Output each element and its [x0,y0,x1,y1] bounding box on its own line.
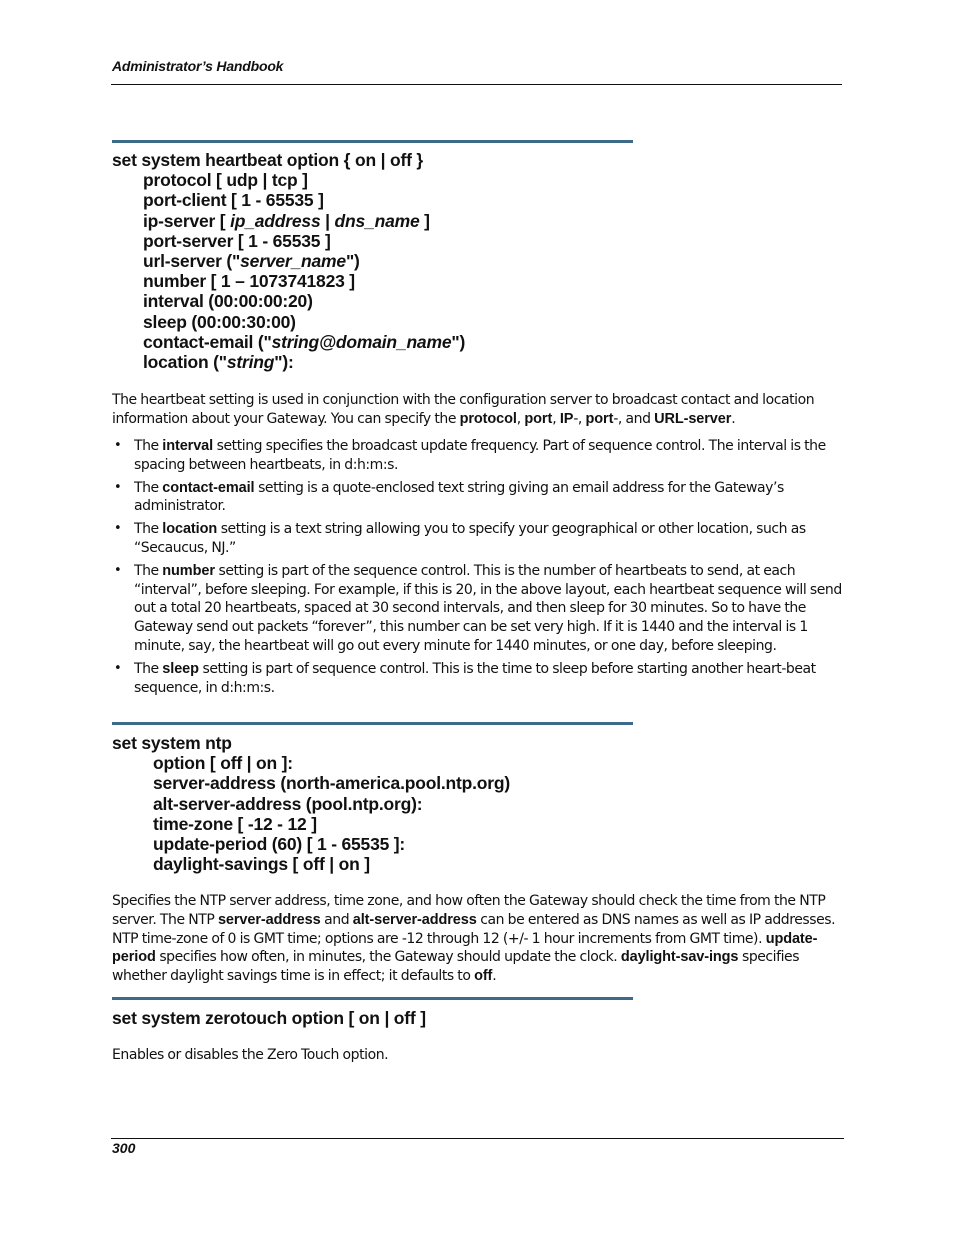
cmd-text: contact-email (" [143,331,272,352]
heartbeat-cmd-line: set system heartbeat option { on | off } [112,150,423,170]
ntp-cmd-alt-server-address: alt-server-address (pool.ntp.org): [153,793,423,814]
cmd-text: "): [274,352,294,373]
list-item [112,562,842,656]
list-item [112,437,842,475]
heartbeat-cmd-location [112,352,465,372]
desc-text: The heartbeat setting is used in conjunction with the configuration server to broadcast contact and location information about your Gateway. You can specify the [112,392,815,427]
bullet-icon: • [114,660,122,676]
ntp-cmd-line: set system ntp [112,733,232,753]
heartbeat-command-syntax [112,150,465,372]
desc-bold: server-address [217,911,321,928]
heartbeat-description [112,391,842,429]
desc-text: , [552,410,560,427]
cmd-text: ] [419,210,430,231]
item-term: contact-email [162,479,255,496]
desc-text: -, and [613,410,655,427]
section-divider-ntp [112,722,633,725]
heartbeat-cmd-number: number [ 1 – 1073741823 ] [143,271,355,292]
page-number: 300 [112,1140,136,1156]
item-text: setting is a quote-enclosed text string giving an email address for the Gateway’s administrator. [134,479,784,515]
cmd-param: dns_name [334,210,420,231]
section-divider-zerotouch [112,997,633,1000]
running-header: Administrator’s Handbook [112,58,284,74]
header-rule [111,84,842,85]
item-text: setting specifies the broadcast update frequency. Part of sequence control. The interval is the spacing between heartbeats, in d:h:m:s. [134,438,826,473]
list-item [112,660,842,698]
desc-text: , [516,410,525,427]
item-text: The [134,438,163,454]
heartbeat-cmd-protocol: protocol [ udp | tcp ] [143,170,308,191]
ntp-command-syntax [112,733,510,874]
desc-bold: port [524,410,553,427]
ntp-cmd-time-zone: time-zone [ -12 - 12 ] [153,813,317,834]
desc-text: Specifies the NTP server address, time zone, and how often the Gateway should check the time from the NTP server. The NTP [112,893,826,928]
heartbeat-cmd-url-server [112,251,465,271]
desc-text: . [731,410,736,427]
item-text: The [134,660,163,677]
cmd-text: url-server (" [143,251,241,272]
desc-text: can be entered as DNS names as well as IP addresses. NTP time-zone of 0 is GMT time; options are -12 through 12 (+/- 1 hour increments from GMT time). [112,911,836,947]
cmd-param: ip_address [230,210,321,231]
desc-text: and [320,911,353,928]
desc-bold: protocol [459,410,517,427]
ntp-cmd-daylight-savings: daylight-savings [ off | on ] [153,854,370,875]
desc-bold: update-period [112,930,818,966]
cmd-param: server_name [240,251,346,272]
desc-text: specifies how often, in minutes, the Gateway should update the clock. [155,949,621,966]
item-text: setting is part of sequence control. This is the time to sleep before starting another heart-beat sequence, in d:h:m:s. [134,660,816,696]
bullet-icon: • [114,479,122,495]
footer-rule [111,1138,844,1139]
item-term: interval [162,438,214,454]
desc-bold: URL-server [654,410,732,427]
desc-bold: daylight-sav-ings [620,949,739,966]
zerotouch-description: Enables or disables the Zero Touch option. [112,1047,389,1063]
cmd-text: location (" [143,352,227,373]
section-divider-heartbeat [112,140,633,143]
heartbeat-cmd-ip-server [112,211,465,231]
desc-bold: IP [559,410,574,427]
heartbeat-settings-list [112,437,842,701]
desc-text: specifies whether daylight savings time is in effect; it defaults to [112,949,800,985]
item-text: The [134,521,163,538]
item-term: location [162,521,218,538]
ntp-description [112,892,842,986]
item-text: The [134,562,163,579]
cmd-param: string [226,352,275,373]
zerotouch-cmd-line: set system zerotouch option [ on | off ] [112,1008,426,1028]
item-term: sleep [162,660,199,677]
list-item [112,520,842,558]
cmd-text: ") [345,251,360,272]
item-text: setting is part of the sequence control. This is the number of heartbeats to send, at each “interval”, before sleeping. For example, if this is 20, in the above layout, each heartbeat sequence will send out a total 20 heartbeats, spaced at 30 second intervals, and then sleep for 30 minutes. So to have the Gateway send out packets “forever”, this number can be set very high. If it is 1440 and the interval is 1 minute, say, the heartbeat will go out every minute for 1440 minutes, or one day, before sleeping. [134,562,842,654]
bullet-icon: • [114,521,122,537]
desc-bold: port [585,410,614,427]
cmd-text: | [320,210,335,231]
list-item [112,479,842,517]
desc-bold: alt-server-address [352,911,477,928]
bullet-icon: • [114,562,122,578]
heartbeat-cmd-sleep: sleep (00:00:30:00) [143,311,296,332]
cmd-param: string@domain_name [271,331,452,352]
item-text: The [134,479,163,496]
heartbeat-cmd-contact-email [112,332,465,352]
ntp-cmd-update-period: update-period (60) [ 1 - 65535 ]: [153,834,406,855]
heartbeat-cmd-port-server: port-server [ 1 - 65535 ] [143,230,331,251]
cmd-text: ") [451,331,466,352]
desc-bold: off [474,968,493,985]
ntp-cmd-server-address: server-address (north-america.pool.ntp.org) [153,773,511,794]
heartbeat-cmd-port-client: port-client [ 1 - 65535 ] [143,190,324,211]
cmd-text: ip-server [ [143,210,231,231]
desc-text: . [492,968,497,985]
ntp-cmd-option: option [ off | on ]: [153,753,293,774]
item-text: setting is a text string allowing you to specify your geographical or other location, such as “Secaucus, NJ.” [134,521,806,556]
desc-text: -, [573,410,586,427]
zerotouch-command-syntax [112,1008,426,1028]
item-term: number [162,562,215,579]
heartbeat-cmd-interval: interval (00:00:00:20) [143,291,313,312]
bullet-icon: • [114,438,122,453]
